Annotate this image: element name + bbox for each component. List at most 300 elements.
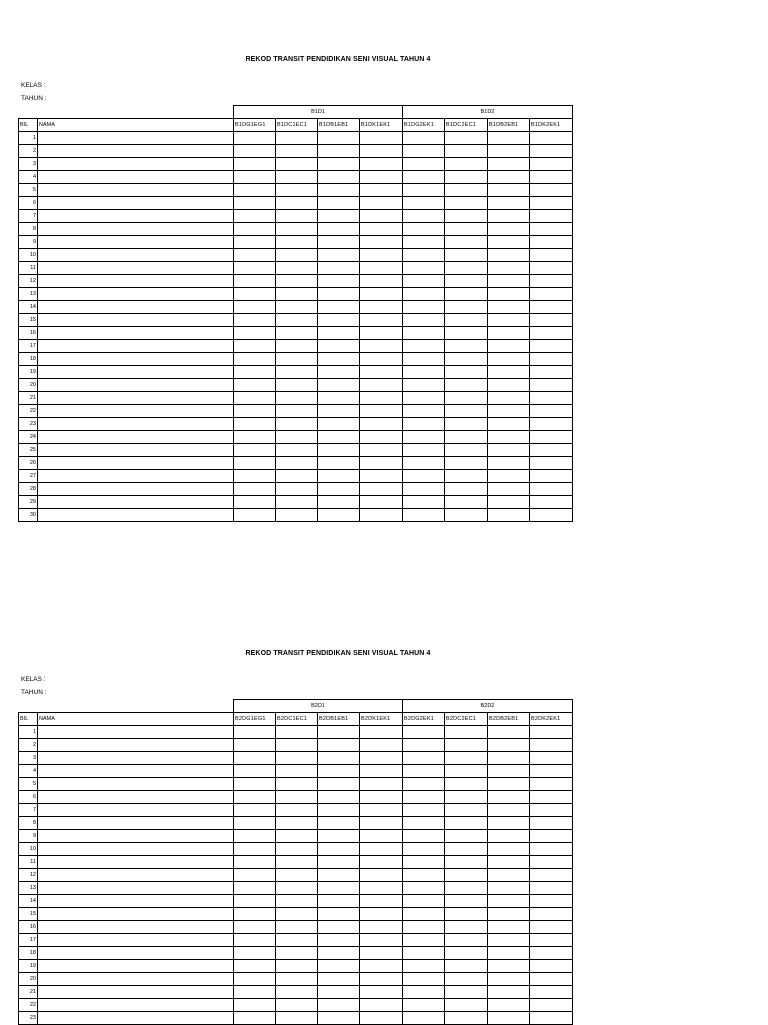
score-cell[interactable] xyxy=(360,817,403,830)
score-cell[interactable] xyxy=(276,158,318,171)
student-name-cell[interactable] xyxy=(38,986,234,999)
student-name-cell[interactable] xyxy=(38,275,234,288)
score-cell[interactable] xyxy=(403,726,445,739)
score-cell[interactable] xyxy=(530,418,573,431)
score-cell[interactable] xyxy=(530,262,573,275)
score-cell[interactable] xyxy=(234,431,276,444)
score-cell[interactable] xyxy=(488,392,530,405)
student-name-cell[interactable] xyxy=(38,132,234,145)
score-cell[interactable] xyxy=(318,804,360,817)
score-cell[interactable] xyxy=(318,353,360,366)
score-cell[interactable] xyxy=(276,999,318,1012)
score-cell[interactable] xyxy=(318,470,360,483)
score-cell[interactable] xyxy=(403,843,445,856)
score-cell[interactable] xyxy=(403,739,445,752)
score-cell[interactable] xyxy=(318,236,360,249)
score-cell[interactable] xyxy=(488,145,530,158)
score-cell[interactable] xyxy=(234,791,276,804)
score-cell[interactable] xyxy=(530,184,573,197)
score-cell[interactable] xyxy=(318,444,360,457)
score-cell[interactable] xyxy=(403,171,445,184)
student-name-cell[interactable] xyxy=(38,483,234,496)
score-cell[interactable] xyxy=(445,249,488,262)
score-cell[interactable] xyxy=(403,418,445,431)
score-cell[interactable] xyxy=(276,457,318,470)
score-cell[interactable] xyxy=(360,301,403,314)
score-cell[interactable] xyxy=(488,223,530,236)
score-cell[interactable] xyxy=(403,262,445,275)
score-cell[interactable] xyxy=(488,830,530,843)
score-cell[interactable] xyxy=(234,457,276,470)
student-name-cell[interactable] xyxy=(38,470,234,483)
student-name-cell[interactable] xyxy=(38,249,234,262)
score-cell[interactable] xyxy=(234,843,276,856)
score-cell[interactable] xyxy=(403,765,445,778)
score-cell[interactable] xyxy=(234,778,276,791)
score-cell[interactable] xyxy=(530,509,573,522)
score-cell[interactable] xyxy=(403,947,445,960)
score-cell[interactable] xyxy=(530,171,573,184)
score-cell[interactable] xyxy=(530,327,573,340)
score-cell[interactable] xyxy=(530,960,573,973)
score-cell[interactable] xyxy=(318,830,360,843)
score-cell[interactable] xyxy=(360,470,403,483)
score-cell[interactable] xyxy=(445,895,488,908)
score-cell[interactable] xyxy=(403,882,445,895)
score-cell[interactable] xyxy=(360,947,403,960)
score-cell[interactable] xyxy=(530,999,573,1012)
score-cell[interactable] xyxy=(445,921,488,934)
score-cell[interactable] xyxy=(488,171,530,184)
score-cell[interactable] xyxy=(276,431,318,444)
score-cell[interactable] xyxy=(234,765,276,778)
student-name-cell[interactable] xyxy=(38,778,234,791)
score-cell[interactable] xyxy=(403,197,445,210)
score-cell[interactable] xyxy=(445,457,488,470)
score-cell[interactable] xyxy=(488,184,530,197)
score-cell[interactable] xyxy=(360,366,403,379)
score-cell[interactable] xyxy=(318,327,360,340)
score-cell[interactable] xyxy=(318,960,360,973)
score-cell[interactable] xyxy=(403,210,445,223)
score-cell[interactable] xyxy=(276,288,318,301)
score-cell[interactable] xyxy=(276,921,318,934)
score-cell[interactable] xyxy=(445,778,488,791)
score-cell[interactable] xyxy=(530,158,573,171)
score-cell[interactable] xyxy=(445,830,488,843)
score-cell[interactable] xyxy=(530,457,573,470)
score-cell[interactable] xyxy=(445,301,488,314)
score-cell[interactable] xyxy=(403,960,445,973)
score-cell[interactable] xyxy=(488,444,530,457)
score-cell[interactable] xyxy=(360,973,403,986)
score-cell[interactable] xyxy=(318,778,360,791)
score-cell[interactable] xyxy=(403,431,445,444)
score-cell[interactable] xyxy=(488,752,530,765)
score-cell[interactable] xyxy=(530,353,573,366)
score-cell[interactable] xyxy=(445,353,488,366)
score-cell[interactable] xyxy=(318,752,360,765)
score-cell[interactable] xyxy=(318,405,360,418)
score-cell[interactable] xyxy=(360,275,403,288)
student-name-cell[interactable] xyxy=(38,765,234,778)
score-cell[interactable] xyxy=(530,379,573,392)
score-cell[interactable] xyxy=(403,314,445,327)
student-name-cell[interactable] xyxy=(38,405,234,418)
score-cell[interactable] xyxy=(445,236,488,249)
score-cell[interactable] xyxy=(488,197,530,210)
score-cell[interactable] xyxy=(488,132,530,145)
score-cell[interactable] xyxy=(530,145,573,158)
score-cell[interactable] xyxy=(488,353,530,366)
score-cell[interactable] xyxy=(318,895,360,908)
score-cell[interactable] xyxy=(318,171,360,184)
score-cell[interactable] xyxy=(360,171,403,184)
score-cell[interactable] xyxy=(276,275,318,288)
score-cell[interactable] xyxy=(360,288,403,301)
score-cell[interactable] xyxy=(360,830,403,843)
score-cell[interactable] xyxy=(276,197,318,210)
score-cell[interactable] xyxy=(360,444,403,457)
score-cell[interactable] xyxy=(530,470,573,483)
score-cell[interactable] xyxy=(360,145,403,158)
score-cell[interactable] xyxy=(403,921,445,934)
score-cell[interactable] xyxy=(360,908,403,921)
score-cell[interactable] xyxy=(530,726,573,739)
score-cell[interactable] xyxy=(445,804,488,817)
score-cell[interactable] xyxy=(360,843,403,856)
student-name-cell[interactable] xyxy=(38,197,234,210)
score-cell[interactable] xyxy=(276,986,318,999)
score-cell[interactable] xyxy=(530,739,573,752)
score-cell[interactable] xyxy=(276,444,318,457)
score-cell[interactable] xyxy=(276,314,318,327)
score-cell[interactable] xyxy=(403,869,445,882)
student-name-cell[interactable] xyxy=(38,973,234,986)
score-cell[interactable] xyxy=(488,275,530,288)
score-cell[interactable] xyxy=(360,483,403,496)
student-name-cell[interactable] xyxy=(38,921,234,934)
score-cell[interactable] xyxy=(530,778,573,791)
score-cell[interactable] xyxy=(318,392,360,405)
score-cell[interactable] xyxy=(445,999,488,1012)
score-cell[interactable] xyxy=(276,171,318,184)
score-cell[interactable] xyxy=(488,869,530,882)
score-cell[interactable] xyxy=(318,379,360,392)
score-cell[interactable] xyxy=(276,379,318,392)
score-cell[interactable] xyxy=(530,843,573,856)
score-cell[interactable] xyxy=(318,314,360,327)
score-cell[interactable] xyxy=(530,869,573,882)
score-cell[interactable] xyxy=(276,947,318,960)
score-cell[interactable] xyxy=(360,856,403,869)
student-name-cell[interactable] xyxy=(38,804,234,817)
score-cell[interactable] xyxy=(318,197,360,210)
score-cell[interactable] xyxy=(488,301,530,314)
score-cell[interactable] xyxy=(234,249,276,262)
score-cell[interactable] xyxy=(234,908,276,921)
score-cell[interactable] xyxy=(360,379,403,392)
score-cell[interactable] xyxy=(530,366,573,379)
score-cell[interactable] xyxy=(276,470,318,483)
score-cell[interactable] xyxy=(445,986,488,999)
score-cell[interactable] xyxy=(234,197,276,210)
score-cell[interactable] xyxy=(403,236,445,249)
score-cell[interactable] xyxy=(403,340,445,353)
student-name-cell[interactable] xyxy=(38,314,234,327)
score-cell[interactable] xyxy=(488,158,530,171)
score-cell[interactable] xyxy=(488,288,530,301)
score-cell[interactable] xyxy=(360,457,403,470)
student-name-cell[interactable] xyxy=(38,739,234,752)
score-cell[interactable] xyxy=(276,509,318,522)
score-cell[interactable] xyxy=(488,934,530,947)
score-cell[interactable] xyxy=(530,986,573,999)
score-cell[interactable] xyxy=(318,457,360,470)
student-name-cell[interactable] xyxy=(38,418,234,431)
score-cell[interactable] xyxy=(530,1012,573,1025)
score-cell[interactable] xyxy=(445,197,488,210)
score-cell[interactable] xyxy=(488,726,530,739)
score-cell[interactable] xyxy=(488,366,530,379)
score-cell[interactable] xyxy=(445,483,488,496)
score-cell[interactable] xyxy=(403,999,445,1012)
score-cell[interactable] xyxy=(445,392,488,405)
score-cell[interactable] xyxy=(318,817,360,830)
score-cell[interactable] xyxy=(530,765,573,778)
score-cell[interactable] xyxy=(234,353,276,366)
student-name-cell[interactable] xyxy=(38,791,234,804)
score-cell[interactable] xyxy=(318,869,360,882)
score-cell[interactable] xyxy=(360,869,403,882)
score-cell[interactable] xyxy=(234,366,276,379)
score-cell[interactable] xyxy=(276,908,318,921)
score-cell[interactable] xyxy=(318,882,360,895)
score-cell[interactable] xyxy=(234,405,276,418)
score-cell[interactable] xyxy=(318,934,360,947)
score-cell[interactable] xyxy=(403,301,445,314)
score-cell[interactable] xyxy=(488,804,530,817)
score-cell[interactable] xyxy=(234,158,276,171)
student-name-cell[interactable] xyxy=(38,210,234,223)
score-cell[interactable] xyxy=(276,366,318,379)
score-cell[interactable] xyxy=(276,418,318,431)
score-cell[interactable] xyxy=(403,145,445,158)
score-cell[interactable] xyxy=(360,132,403,145)
score-cell[interactable] xyxy=(360,960,403,973)
score-cell[interactable] xyxy=(445,752,488,765)
student-name-cell[interactable] xyxy=(38,869,234,882)
score-cell[interactable] xyxy=(530,275,573,288)
score-cell[interactable] xyxy=(360,752,403,765)
score-cell[interactable] xyxy=(234,223,276,236)
score-cell[interactable] xyxy=(360,765,403,778)
score-cell[interactable] xyxy=(234,145,276,158)
student-name-cell[interactable] xyxy=(38,262,234,275)
student-name-cell[interactable] xyxy=(38,353,234,366)
score-cell[interactable] xyxy=(276,184,318,197)
score-cell[interactable] xyxy=(445,262,488,275)
score-cell[interactable] xyxy=(445,158,488,171)
score-cell[interactable] xyxy=(234,752,276,765)
score-cell[interactable] xyxy=(276,934,318,947)
score-cell[interactable] xyxy=(234,444,276,457)
score-cell[interactable] xyxy=(276,739,318,752)
score-cell[interactable] xyxy=(234,301,276,314)
score-cell[interactable] xyxy=(234,947,276,960)
score-cell[interactable] xyxy=(530,856,573,869)
score-cell[interactable] xyxy=(276,392,318,405)
score-cell[interactable] xyxy=(488,973,530,986)
score-cell[interactable] xyxy=(445,856,488,869)
score-cell[interactable] xyxy=(234,171,276,184)
student-name-cell[interactable] xyxy=(38,817,234,830)
score-cell[interactable] xyxy=(530,236,573,249)
score-cell[interactable] xyxy=(360,804,403,817)
student-name-cell[interactable] xyxy=(38,882,234,895)
score-cell[interactable] xyxy=(445,882,488,895)
score-cell[interactable] xyxy=(488,236,530,249)
score-cell[interactable] xyxy=(234,262,276,275)
score-cell[interactable] xyxy=(488,496,530,509)
score-cell[interactable] xyxy=(360,340,403,353)
score-cell[interactable] xyxy=(360,262,403,275)
score-cell[interactable] xyxy=(445,431,488,444)
student-name-cell[interactable] xyxy=(38,457,234,470)
score-cell[interactable] xyxy=(360,158,403,171)
score-cell[interactable] xyxy=(403,895,445,908)
score-cell[interactable] xyxy=(276,340,318,353)
score-cell[interactable] xyxy=(360,791,403,804)
score-cell[interactable] xyxy=(530,973,573,986)
score-cell[interactable] xyxy=(318,726,360,739)
score-cell[interactable] xyxy=(318,791,360,804)
score-cell[interactable] xyxy=(276,960,318,973)
score-cell[interactable] xyxy=(530,444,573,457)
score-cell[interactable] xyxy=(360,223,403,236)
score-cell[interactable] xyxy=(276,817,318,830)
score-cell[interactable] xyxy=(488,908,530,921)
score-cell[interactable] xyxy=(530,431,573,444)
score-cell[interactable] xyxy=(445,908,488,921)
score-cell[interactable] xyxy=(276,262,318,275)
score-cell[interactable] xyxy=(445,739,488,752)
score-cell[interactable] xyxy=(530,483,573,496)
student-name-cell[interactable] xyxy=(38,340,234,353)
score-cell[interactable] xyxy=(234,895,276,908)
score-cell[interactable] xyxy=(445,340,488,353)
score-cell[interactable] xyxy=(488,895,530,908)
score-cell[interactable] xyxy=(360,1012,403,1025)
score-cell[interactable] xyxy=(318,947,360,960)
score-cell[interactable] xyxy=(234,210,276,223)
score-cell[interactable] xyxy=(234,830,276,843)
score-cell[interactable] xyxy=(318,509,360,522)
score-cell[interactable] xyxy=(445,132,488,145)
score-cell[interactable] xyxy=(488,457,530,470)
score-cell[interactable] xyxy=(403,752,445,765)
score-cell[interactable] xyxy=(488,947,530,960)
score-cell[interactable] xyxy=(530,197,573,210)
score-cell[interactable] xyxy=(403,986,445,999)
score-cell[interactable] xyxy=(360,249,403,262)
score-cell[interactable] xyxy=(318,262,360,275)
score-cell[interactable] xyxy=(488,921,530,934)
score-cell[interactable] xyxy=(403,934,445,947)
score-cell[interactable] xyxy=(403,132,445,145)
score-cell[interactable] xyxy=(403,817,445,830)
score-cell[interactable] xyxy=(234,817,276,830)
score-cell[interactable] xyxy=(403,804,445,817)
score-cell[interactable] xyxy=(234,960,276,973)
score-cell[interactable] xyxy=(488,778,530,791)
student-name-cell[interactable] xyxy=(38,184,234,197)
score-cell[interactable] xyxy=(530,947,573,960)
score-cell[interactable] xyxy=(276,804,318,817)
score-cell[interactable] xyxy=(403,973,445,986)
score-cell[interactable] xyxy=(530,804,573,817)
score-cell[interactable] xyxy=(530,830,573,843)
score-cell[interactable] xyxy=(318,132,360,145)
score-cell[interactable] xyxy=(530,392,573,405)
score-cell[interactable] xyxy=(318,288,360,301)
score-cell[interactable] xyxy=(403,496,445,509)
score-cell[interactable] xyxy=(488,999,530,1012)
score-cell[interactable] xyxy=(445,210,488,223)
score-cell[interactable] xyxy=(530,340,573,353)
score-cell[interactable] xyxy=(445,496,488,509)
score-cell[interactable] xyxy=(488,379,530,392)
score-cell[interactable] xyxy=(276,301,318,314)
score-cell[interactable] xyxy=(234,496,276,509)
student-name-cell[interactable] xyxy=(38,366,234,379)
score-cell[interactable] xyxy=(276,405,318,418)
score-cell[interactable] xyxy=(445,288,488,301)
score-cell[interactable] xyxy=(276,236,318,249)
score-cell[interactable] xyxy=(403,288,445,301)
score-cell[interactable] xyxy=(403,223,445,236)
score-cell[interactable] xyxy=(403,158,445,171)
score-cell[interactable] xyxy=(318,158,360,171)
student-name-cell[interactable] xyxy=(38,856,234,869)
score-cell[interactable] xyxy=(445,314,488,327)
score-cell[interactable] xyxy=(530,817,573,830)
score-cell[interactable] xyxy=(488,262,530,275)
score-cell[interactable] xyxy=(445,470,488,483)
score-cell[interactable] xyxy=(276,353,318,366)
score-cell[interactable] xyxy=(276,327,318,340)
score-cell[interactable] xyxy=(360,327,403,340)
score-cell[interactable] xyxy=(488,418,530,431)
score-cell[interactable] xyxy=(488,470,530,483)
student-name-cell[interactable] xyxy=(38,145,234,158)
score-cell[interactable] xyxy=(445,509,488,522)
score-cell[interactable] xyxy=(488,1012,530,1025)
score-cell[interactable] xyxy=(403,791,445,804)
score-cell[interactable] xyxy=(403,405,445,418)
score-cell[interactable] xyxy=(445,184,488,197)
score-cell[interactable] xyxy=(530,301,573,314)
score-cell[interactable] xyxy=(234,856,276,869)
score-cell[interactable] xyxy=(403,1012,445,1025)
score-cell[interactable] xyxy=(403,457,445,470)
score-cell[interactable] xyxy=(360,184,403,197)
score-cell[interactable] xyxy=(234,882,276,895)
score-cell[interactable] xyxy=(318,184,360,197)
score-cell[interactable] xyxy=(234,392,276,405)
student-name-cell[interactable] xyxy=(38,288,234,301)
score-cell[interactable] xyxy=(530,223,573,236)
